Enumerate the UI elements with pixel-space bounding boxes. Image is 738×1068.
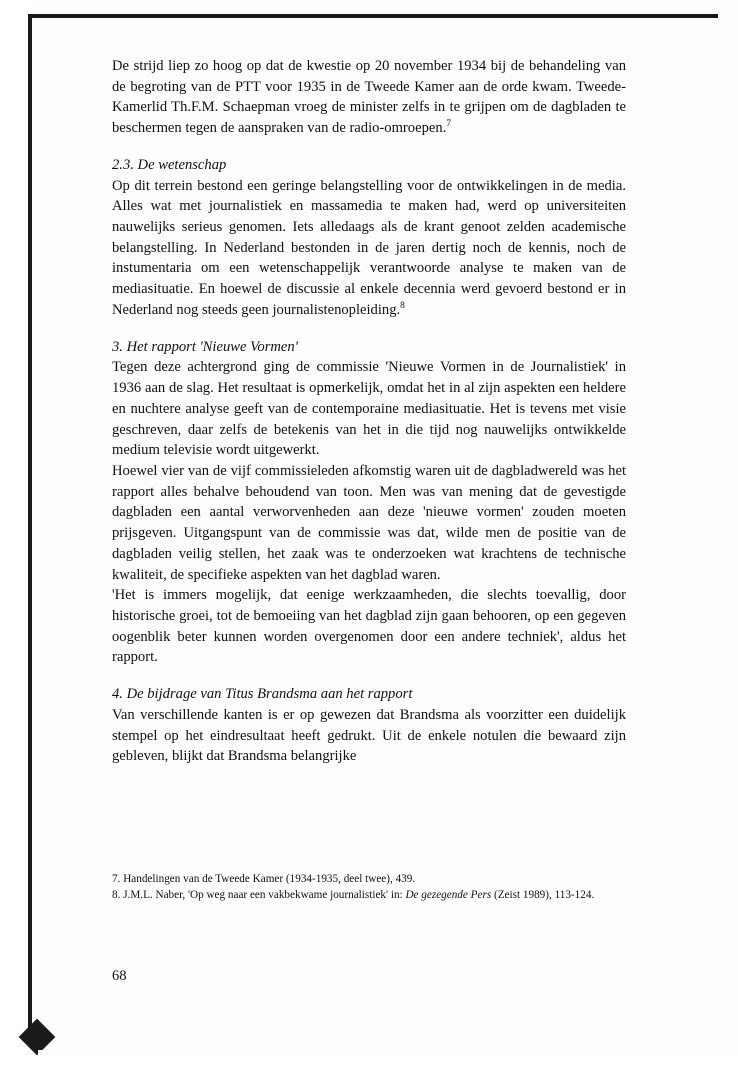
paragraph: Hoewel vier van de vijf commissieleden afkomstig waren uit de dagbladwereld was het rapport alles behalve behoudend van toon. Men was van mening dat de gevestigde dagbladen een aantal verworvenheden aan deze 'nieuwe vormen' zouden moeten prijsgeven. Uitgangspunt van de commissie was dat, wilde men de positie van de dagbladen veilig stellen, het zaak was te onderzoeken wat krachtens de technische kwaliteit, de specifieke aspekten van het dagblad waren. bbox=[112, 462, 626, 583]
footnote-title-italic: De gezegende Pers bbox=[405, 888, 492, 901]
page-number: 68 bbox=[112, 968, 127, 984]
footnote-marker: 7 bbox=[446, 118, 452, 130]
paragraph: Tegen deze achtergrond ging de commissie 'Nieuwe Vormen in de Journalistiek' in 1936 aan de slag. Het resultaat is opmerkelijk, omdat het in al zijn aspekten een heldere en nuchtere analyse geeft van de contemporaine mediasituatie. Het is tevens met visie geschreven, daar zelfs de betekenis van het in die tijd nog nauwelijks ontwikkelde medium televisie wordt uitgewerkt. bbox=[112, 359, 626, 459]
page-bottom-edge-artifact bbox=[38, 1050, 738, 1068]
footnote-number: 7. bbox=[112, 873, 121, 885]
paragraph bbox=[112, 176, 626, 321]
footnote-number: 8. bbox=[112, 888, 121, 901]
footnote-text: J.M.L. Naber, 'Op weg naar een vakbekwame journalistiek' in: bbox=[123, 888, 403, 901]
paragraph-text: Op dit terrein bestond een geringe belangstelling voor de ontwikkelingen in de media. Alles wat met journalistiek en massamedia te maken had, werd op universiteiten nauwelijks serieus genomen. Iets alledaags als de krant genoot zelden academische belangstelling. In Nederland bestonden in de jaren dertig noch de kennis, noch de instumentaria om een wetenschappelijk verantwoorde analyse te maken van de mediasituatie. En hoewel de discussie al enkele decennia werd gevoerd bestond er in Nederland nog steeds geen journalistenopleiding. bbox=[112, 177, 626, 318]
page-body-text bbox=[112, 56, 626, 767]
footnote-item bbox=[112, 888, 626, 903]
spacer bbox=[112, 321, 626, 337]
footnote-item bbox=[112, 872, 626, 887]
paragraph-text: De strijd liep zo hoog op dat de kwestie op 20 november 1934 bij de behandeling van de begroting van de PTT voor 1935 in de Tweede Kamer aan de orde kwam. Tweede-Kamerlid Th.F.M. Schaepman vroeg de minister zelfs in te grijpen om de dagbladen te beschermen tegen de aanspraken van de radio-omroepen. bbox=[112, 58, 626, 137]
footnotes-block bbox=[112, 872, 626, 904]
spacer bbox=[112, 668, 626, 684]
page-top-edge-artifact bbox=[28, 14, 718, 18]
paragraph: 'Het is immers mogelijk, dat eenige werkzaamheden, die slechts toevallig, door historische groei, tot de bemoeiing van het dagblad zijn gaan behooren, op een gegeven oogenblik beter kunnen worden overgenomen door een andere techniek', aldus het rapport. bbox=[112, 587, 626, 666]
section-heading-3: 3. Het rapport 'Nieuwe Vormen' bbox=[112, 338, 298, 355]
spacer bbox=[112, 139, 626, 155]
page-left-edge-artifact bbox=[0, 0, 38, 1068]
section-heading-2-3: 2.3. De wetenschap bbox=[112, 156, 227, 173]
footnote-marker: 8 bbox=[400, 300, 405, 312]
footnote-text: Handelingen van de Tweede Kamer (1934-1935, deel twee), 439. bbox=[123, 873, 416, 885]
footnote-text-continued: (Zeist 1989), 113-124. bbox=[493, 888, 595, 901]
section-heading-4: 4. De bijdrage van Titus Brandsma aan het rapport bbox=[112, 686, 413, 703]
paragraph bbox=[112, 56, 626, 139]
paragraph: Van verschillende kanten is er op gewezen dat Brandsma als voorzitter een duidelijk stempel op het eindresultaat heeft gedrukt. Uit de enkele notulen die bewaard zijn gebleven, blijkt dat Brandsma belangrijke bbox=[112, 706, 626, 765]
